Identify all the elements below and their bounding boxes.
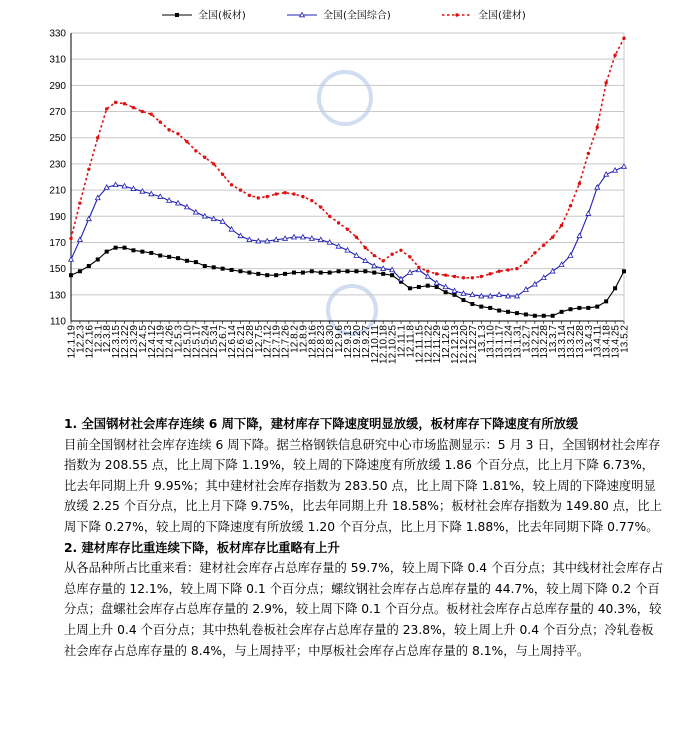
series-point: [541, 275, 546, 279]
series-point: [301, 271, 305, 275]
series-point: [141, 110, 144, 113]
series-point: [622, 269, 626, 273]
series-point: [194, 260, 198, 264]
x-tick-label: 12.9.20: [351, 325, 363, 359]
y-tick-label: 270: [49, 107, 66, 119]
series-point: [176, 132, 179, 135]
series-point: [453, 275, 456, 278]
x-tick-label: 13.3.21: [565, 325, 577, 359]
x-tick-label: 12.2.16: [84, 325, 96, 359]
series-point: [105, 250, 109, 254]
article: [64, 414, 664, 661]
series-point: [140, 250, 144, 254]
series-point: [274, 273, 278, 277]
series-point: [622, 37, 625, 40]
series-point: [114, 101, 117, 104]
series-point: [105, 107, 108, 110]
series-point: [506, 268, 509, 271]
series-point: [78, 269, 82, 273]
series-point: [86, 216, 91, 220]
y-tick-label: 290: [49, 80, 66, 92]
x-tick-label: 12.9.6: [334, 325, 346, 353]
x-tick-label: 13.4.18: [601, 325, 613, 359]
series-point: [131, 248, 135, 252]
series-point: [292, 271, 296, 275]
series-point: [435, 285, 439, 289]
x-tick-label: 12.4.26: [164, 325, 176, 359]
series-point: [587, 152, 590, 155]
series-point: [497, 270, 500, 273]
y-tick-label: 150: [49, 264, 66, 276]
series-point: [301, 195, 304, 198]
series-point: [408, 255, 411, 258]
series-point: [150, 112, 153, 115]
series-point: [337, 221, 340, 224]
series-point: [194, 149, 197, 152]
series-point: [256, 272, 260, 276]
series-point: [613, 286, 617, 290]
x-tick-label: 12.11.15: [414, 325, 426, 364]
series-point: [274, 192, 277, 195]
series-point: [524, 312, 528, 316]
paragraph-1: 目前全国钢材社会库存连续 6 周下降。据兰格钢铁信息研究中心市场监测显示：5 月 3 日，全国钢材社会库存指数为 208.55 点，比上周下降 1.19%，较上周的下降速度有所放缓 1.86 个百分点，比上月下降 6.73%，比去年同期上升 9.95%；其中建材社会库存指数为 283.50 点，比上周下降 1.81%，较上周的下降速度明显放缓 2.25 个百分点，比上月下降 9.75%，比去年同期上升 18.58%；板材社会库存指数为 149.80 点，比上周下降 0.27%，较上周的下降速度有所放缓 1.20 个百分点，比上月下降 1.88%，比去年同期下降 0.77%。: [64, 437, 662, 534]
series-point: [470, 302, 474, 306]
legend-marker: [175, 13, 179, 17]
series-point: [266, 195, 269, 198]
series-point: [479, 305, 483, 309]
series-point: [96, 257, 100, 261]
series-point: [524, 260, 527, 263]
series-point: [497, 309, 501, 313]
x-tick-label: 12.10.25: [387, 325, 399, 364]
series-point: [158, 120, 161, 123]
series-point: [355, 236, 358, 239]
y-tick-label: 310: [49, 54, 66, 66]
series-point: [149, 251, 153, 255]
series-point: [257, 196, 260, 199]
series-point: [551, 314, 555, 318]
x-tick-label: 12.4.19: [155, 325, 167, 359]
x-tick-label: 12.9.27: [360, 325, 372, 359]
x-tick-label: 12.9.13: [343, 325, 354, 359]
x-tick-label: 12.7.12: [262, 325, 274, 359]
x-tick-label: 12.7.19: [271, 325, 283, 359]
series-point: [363, 269, 367, 273]
series-line-2: [71, 38, 624, 278]
series-point: [586, 211, 591, 215]
series-point: [310, 199, 313, 202]
series-point: [185, 140, 188, 143]
series-point: [230, 268, 234, 272]
series-point: [203, 264, 207, 268]
y-tick-label: 250: [49, 133, 66, 145]
series-point: [203, 156, 206, 159]
y-tick-label: 210: [49, 185, 66, 197]
series-point: [238, 233, 243, 237]
series-point: [167, 255, 171, 259]
series-point: [489, 272, 492, 275]
x-tick-label: 13.1.10: [485, 325, 497, 359]
x-tick-label: 12.11.22: [423, 325, 435, 364]
series-point: [354, 269, 358, 273]
series-point: [480, 275, 483, 278]
series-point: [569, 204, 572, 207]
x-tick-label: 12.7.26: [280, 325, 292, 359]
x-tick-label: 13.2.21: [530, 325, 542, 359]
series-point: [167, 128, 170, 131]
series-point: [390, 273, 394, 277]
series-point: [506, 310, 510, 314]
series-point: [283, 191, 286, 194]
x-tick-label: 13.2.7: [521, 325, 533, 353]
x-tick-label: 12.3.8: [102, 325, 114, 353]
series-point: [283, 272, 287, 276]
y-tick-label: 110: [50, 316, 66, 328]
series-point: [471, 276, 474, 279]
x-tick-label: 12.8.9: [298, 325, 310, 353]
series-point: [212, 265, 216, 269]
series-point: [78, 201, 81, 204]
series-point: [328, 271, 332, 275]
x-tick-label: 12.5.17: [191, 325, 203, 359]
x-tick-label: 12.5.24: [200, 325, 212, 359]
x-tick-label: 12.6.28: [244, 325, 256, 359]
series-point: [238, 269, 242, 273]
series-point: [417, 266, 420, 269]
series-point: [568, 253, 573, 257]
series-point: [550, 269, 555, 273]
series-point: [578, 182, 581, 185]
series-point: [310, 269, 314, 273]
series-point: [114, 246, 118, 250]
series-point: [372, 271, 376, 275]
series-point: [292, 192, 295, 195]
series-point: [551, 236, 554, 239]
series-point: [444, 290, 448, 294]
series-point: [319, 205, 322, 208]
series-point: [586, 306, 590, 310]
x-tick-label: 13.4.25: [610, 325, 622, 359]
legend-label-2: 全国(建材): [478, 10, 526, 22]
series-point: [408, 286, 412, 290]
x-tick-label: 12.4.5: [137, 325, 149, 353]
y-tick-label: 170: [49, 237, 66, 249]
series-point: [328, 215, 331, 218]
series-point: [595, 305, 599, 309]
series-point: [568, 307, 572, 311]
x-tick-label: 13.4.3: [583, 325, 595, 353]
x-tick-label: 12.7.5: [253, 325, 265, 353]
series-line-0: [71, 248, 624, 316]
x-tick-label: 12.12.13: [450, 325, 462, 364]
series-point: [462, 276, 465, 279]
series-point: [390, 253, 393, 256]
series-point: [622, 164, 627, 168]
x-tick-label: 12.5.10: [182, 325, 194, 359]
x-tick-label: 13.1.24: [503, 325, 515, 359]
series-point: [604, 81, 607, 84]
series-point: [158, 254, 162, 258]
series-point: [533, 251, 536, 254]
series-point: [113, 182, 118, 186]
series-point: [337, 269, 341, 273]
x-tick-label: 12.11.1: [396, 325, 408, 358]
legend-label-1: 全国(全国综合): [323, 10, 391, 22]
y-tick-label: 330: [49, 28, 66, 40]
x-tick-label: 12.12.27: [467, 325, 479, 364]
heading-2: 2. 建材库存比重连续下降，板材库存比重略有上升: [64, 540, 340, 555]
x-tick-label: 13.3.14: [557, 325, 569, 359]
x-tick-label: 12.11.29: [432, 325, 444, 364]
x-tick-label: 12.11.8: [405, 325, 417, 358]
series-point: [87, 264, 91, 268]
series-point: [381, 259, 384, 262]
x-tick-label: 12.3.15: [111, 325, 123, 359]
x-tick-label: 12.8.16: [307, 325, 319, 359]
series-point: [132, 106, 135, 109]
series-point: [247, 271, 251, 275]
y-tick-label: 190: [49, 211, 66, 223]
series-point: [212, 162, 215, 165]
x-tick-label: 12.1.19: [66, 325, 78, 359]
legend-label-0: 全国(板材): [198, 10, 246, 22]
series-point: [515, 267, 518, 270]
series-point: [364, 246, 367, 249]
series-point: [319, 271, 323, 275]
series-point: [346, 269, 350, 273]
series-point: [488, 306, 492, 310]
series-point: [123, 246, 127, 250]
series-point: [435, 272, 438, 275]
x-tick-label: 12.6.7: [218, 325, 230, 353]
heading-1: 1. 全国钢材社会库存连续 6 周下降，建材库存下降速度明显放缓，板材库存下降速度有所放缓: [64, 417, 579, 431]
series-point: [542, 314, 546, 318]
paragraph-2: 从各品种所占比重来看：建材社会库存占总库存量的 59.7%，较上周下降 0.4 个百分点；其中线材社会库存占总库存量的 12.1%，较上周下降 0.1 个百分点；螺纹钢社会库存占总库存量的 44.7%，较上周下降 0.2 个百分点；盘螺社会库存占总库存量的 2.9%，较上周下降 0.1 个百分点。板材社会库存占总库存量的 40.3%，较上周上升 0.4 个百分点；其中热轧卷板社会库存占总库存量的 23.8%，较上周上升 0.4 个百分点；冷轧卷板社会库存占总库存量的 8.4%，与上周持平；中厚板社会库存占总库存量的 8.1%，与上周持平。: [64, 561, 664, 658]
series-point: [399, 249, 402, 252]
series-point: [230, 183, 233, 186]
series-point: [604, 299, 608, 303]
series-point: [417, 285, 421, 289]
series-point: [577, 233, 582, 237]
series-point: [69, 257, 74, 261]
series-point: [265, 273, 269, 277]
x-tick-label: 12.5.31: [209, 325, 221, 359]
series-point: [221, 267, 225, 271]
series-point: [373, 254, 376, 257]
series-point: [96, 136, 99, 139]
x-tick-label: 12.3.22: [120, 325, 132, 359]
x-tick-label: 12.8.2: [289, 325, 301, 353]
x-tick-label: 12.8.23: [316, 325, 328, 359]
x-tick-label: 13.4.11: [592, 325, 604, 358]
series-point: [185, 259, 189, 263]
series-point: [221, 173, 224, 176]
x-tick-label: 12.8.30: [325, 325, 337, 359]
x-tick-label: 12.10.11: [369, 325, 381, 364]
x-tick-label: 13.2.28: [539, 325, 551, 359]
x-tick-label: 12.2.3: [75, 325, 87, 353]
x-tick-label: 12.5.3: [173, 325, 185, 353]
series-point: [560, 224, 563, 227]
x-tick-label: 12.3.29: [128, 325, 140, 359]
series-point: [78, 237, 83, 241]
x-tick-label: 12.12.20: [458, 325, 470, 364]
y-tick-label: 130: [49, 290, 66, 302]
x-tick-label: 13.3.28: [574, 325, 586, 359]
series-point: [560, 310, 564, 314]
x-tick-label: 12.4.12: [146, 325, 158, 359]
series-point: [461, 298, 465, 302]
series-point: [193, 210, 198, 214]
series-point: [346, 228, 349, 231]
series-point: [533, 314, 537, 318]
x-tick-label: 13.1.3: [476, 325, 488, 353]
x-tick-label: 13.3.7: [548, 325, 560, 353]
series-point: [381, 272, 385, 276]
series-point: [453, 293, 457, 297]
x-tick-label: 13.1.17: [494, 325, 506, 359]
x-tick-label: 13.1.31: [512, 325, 524, 359]
y-tick-label: 230: [49, 159, 66, 171]
legend-marker: [455, 13, 458, 16]
series-point: [248, 194, 251, 197]
x-tick-label: 12.3.1: [93, 325, 105, 353]
series-point: [515, 311, 519, 315]
series-point: [69, 273, 73, 277]
series-point: [87, 167, 90, 170]
series-point: [176, 256, 180, 260]
series-point: [426, 270, 429, 273]
series-point: [596, 126, 599, 129]
series-point: [426, 284, 430, 288]
series-point: [123, 102, 126, 105]
series-line-1: [71, 167, 624, 297]
series-point: [239, 188, 242, 191]
x-tick-label: 13.5.2: [619, 325, 631, 353]
series-point: [69, 237, 72, 240]
series-point: [542, 243, 545, 246]
x-tick-label: 12.10.18: [378, 325, 390, 364]
series-point: [577, 306, 581, 310]
x-tick-label: 12.6.21: [235, 325, 247, 359]
x-tick-label: 12.6.14: [227, 325, 239, 359]
series-point: [444, 273, 447, 276]
x-tick-label: 12.12.6: [441, 325, 453, 359]
series-point: [613, 54, 616, 57]
